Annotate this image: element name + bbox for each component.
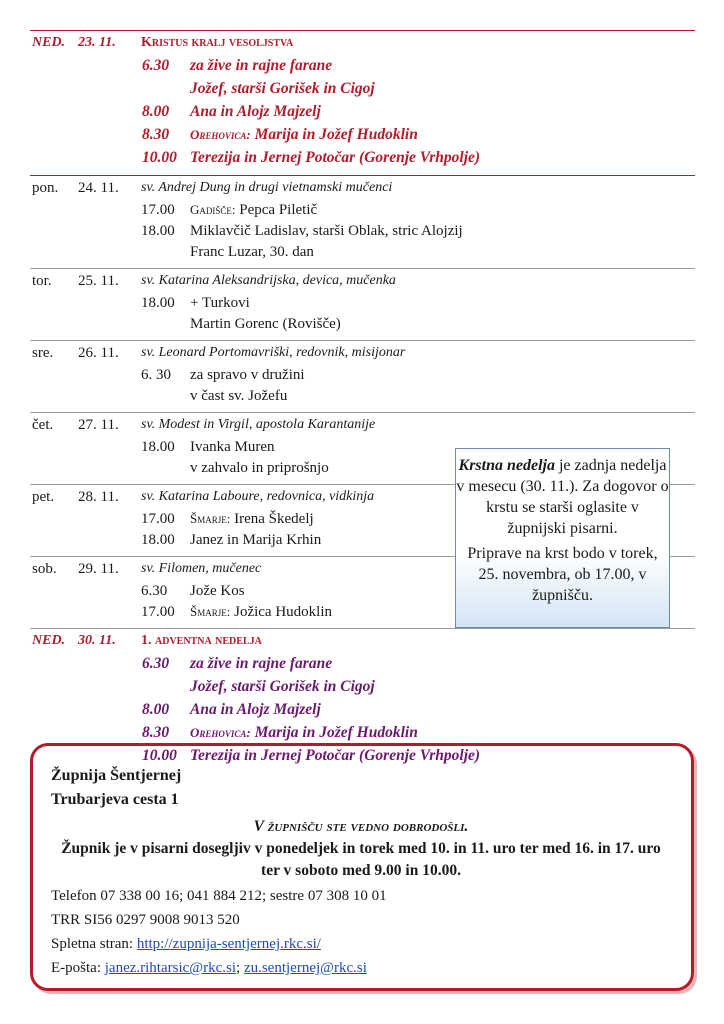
intention-text: za žive in rajne farane bbox=[190, 57, 333, 74]
mass-row bbox=[30, 678, 695, 701]
mass-row bbox=[30, 244, 695, 265]
mass-time: 17.00 bbox=[141, 604, 175, 620]
mass-row bbox=[30, 316, 695, 337]
day-header bbox=[30, 35, 695, 57]
mass-time: 18.00 bbox=[141, 439, 175, 455]
day-saint: sv. Filomen, mučenec bbox=[141, 561, 262, 576]
day-saint: sv. Andrej Dung in drugi vietnamski mučenci bbox=[141, 180, 393, 195]
parish-address: Trubarjeva cesta 1 bbox=[51, 791, 179, 808]
email-separator: ; bbox=[236, 960, 244, 976]
mass-intention bbox=[190, 316, 341, 333]
schedule-day bbox=[30, 176, 695, 269]
website-label: Spletna stran: bbox=[51, 936, 137, 952]
intention-text: Jože Kos bbox=[190, 583, 245, 599]
day-date: 27. 11. bbox=[78, 417, 119, 433]
intention-text: za žive in rajne farane bbox=[190, 655, 333, 672]
mass-time: 17.00 bbox=[141, 202, 175, 218]
mass-intention bbox=[190, 678, 375, 696]
day-date: 29. 11. bbox=[78, 561, 119, 577]
day-of-week: sob. bbox=[32, 561, 57, 577]
day-date: 26. 11. bbox=[78, 345, 119, 361]
mass-time: 8.30 bbox=[142, 126, 170, 143]
intention-text: v zahvalo in priprošnjo bbox=[190, 460, 329, 476]
mass-intention bbox=[190, 655, 332, 673]
mass-time: 17.00 bbox=[141, 511, 175, 527]
email-line bbox=[51, 956, 671, 980]
day-saint: Kristus kralj vesoljstva bbox=[141, 35, 294, 50]
mass-intention bbox=[190, 388, 287, 405]
mass-time: 18.00 bbox=[141, 295, 175, 311]
intention-text: Jožef, starši Gorišek in Cigoj bbox=[190, 678, 375, 695]
day-of-week: NED. bbox=[32, 35, 66, 50]
mass-time: 6.30 bbox=[142, 655, 170, 672]
mass-time: 8.00 bbox=[142, 103, 170, 120]
day-of-week: pon. bbox=[32, 180, 59, 196]
mass-row bbox=[30, 80, 695, 103]
mass-intention bbox=[190, 202, 317, 219]
baptism-heading: Krstna nedelja bbox=[458, 457, 555, 474]
baptism-text bbox=[456, 455, 669, 539]
email-link-1[interactable]: janez.rihtarsic@rkc.si bbox=[104, 960, 237, 976]
mass-time: 10.00 bbox=[142, 747, 177, 764]
mass-place: Orehovica: bbox=[190, 725, 251, 740]
mass-row bbox=[30, 295, 695, 316]
intention-text: Jožica Hudoklin bbox=[234, 604, 333, 620]
mass-row bbox=[30, 223, 695, 244]
intention-text: Jožef, starši Gorišek in Cigoj bbox=[190, 80, 375, 97]
day-of-week: pet. bbox=[32, 489, 55, 505]
day-header bbox=[30, 633, 695, 655]
day-saint: sv. Katarina Aleksandrijska, devica, mučenka bbox=[141, 273, 396, 288]
mass-intention bbox=[190, 367, 305, 384]
email-link-2[interactable]: zu.sentjernej@rkc.si bbox=[243, 960, 367, 976]
mass-intention bbox=[190, 244, 314, 261]
day-header bbox=[30, 345, 695, 367]
mass-row bbox=[30, 367, 695, 388]
day-of-week: tor. bbox=[32, 273, 52, 289]
mass-time: 10.00 bbox=[142, 149, 177, 166]
intention-text: Marija in Jožef Hudoklin bbox=[254, 724, 418, 741]
mass-intention bbox=[190, 604, 332, 621]
intention-text: Miklavčič Ladislav, starši Oblak, stric Alojzij bbox=[190, 223, 463, 239]
intention-text: Marija in Jožef Hudoklin bbox=[254, 126, 418, 143]
day-date: 30. 11. bbox=[78, 633, 116, 648]
day-saint: sv. Modest in Virgil, apostola Karantanije bbox=[141, 417, 376, 432]
day-date: 23. 11. bbox=[78, 35, 116, 50]
day-header bbox=[30, 273, 695, 295]
day-of-week: čet. bbox=[32, 417, 54, 433]
mass-intention bbox=[190, 439, 275, 456]
intention-text: + Turkovi bbox=[190, 295, 250, 311]
mass-intention bbox=[190, 583, 245, 600]
mass-row bbox=[30, 701, 695, 724]
mass-place: Šmarje: bbox=[190, 604, 231, 619]
parish-name: Župnija Šentjernej bbox=[51, 767, 182, 784]
mass-row bbox=[30, 388, 695, 409]
welcome-text: V župnišču ste vedno dobrodošli. bbox=[253, 818, 469, 835]
website-link[interactable]: http://zupnija-sentjernej.rkc.si/ bbox=[136, 936, 321, 952]
intention-text: Franc Luzar, 30. dan bbox=[190, 244, 314, 260]
mass-intention bbox=[190, 460, 329, 477]
mass-place: Orehovica: bbox=[190, 127, 251, 142]
intention-text: za spravo v družini bbox=[190, 367, 305, 383]
mass-row bbox=[30, 57, 695, 80]
mass-row bbox=[30, 149, 695, 172]
email-label: E-pošta: bbox=[51, 960, 105, 976]
intention-text: Irena Škedelj bbox=[234, 511, 314, 527]
mass-intention bbox=[190, 126, 418, 144]
mass-time: 18.00 bbox=[141, 223, 175, 239]
day-date: 28. 11. bbox=[78, 489, 119, 505]
mass-intention bbox=[190, 724, 418, 742]
intention-text: Martin Gorenc (Rovišče) bbox=[190, 316, 341, 332]
mass-time: 18.00 bbox=[141, 532, 175, 548]
mass-place: Gadišče: bbox=[190, 202, 236, 217]
mass-time: 6.30 bbox=[141, 583, 168, 599]
baptism-preparation: Priprave na krst bodo v torek, 25. novembra, ob 17.00, v župnišču. bbox=[467, 545, 658, 604]
baptism-text-rest: je zadnja nedelja v mesecu (30. 11.). Za dogovor o krstu se starši oglasite v župnijski pisarni. bbox=[456, 457, 669, 537]
mass-intention bbox=[190, 511, 314, 528]
mass-intention bbox=[190, 103, 321, 121]
mass-intention bbox=[190, 57, 332, 75]
mass-row bbox=[30, 202, 695, 223]
day-header bbox=[30, 180, 695, 202]
day-of-week: sre. bbox=[32, 345, 54, 361]
intention-text: v čast sv. Jožefu bbox=[190, 388, 288, 404]
day-date: 25. 11. bbox=[78, 273, 119, 289]
mass-intention bbox=[190, 149, 480, 167]
day-saint: 1. adventna nedelja bbox=[141, 633, 262, 648]
mass-place: Šmarje: bbox=[190, 511, 231, 526]
website-line bbox=[51, 932, 671, 956]
intention-text: Terezija in Jernej Potočar (Gorenje Vrhpolje) bbox=[190, 747, 481, 764]
mass-schedule bbox=[30, 30, 695, 773]
schedule-day bbox=[30, 341, 695, 413]
phone-line: Telefon 07 338 00 16; 041 884 212; sestre 07 308 10 01 bbox=[51, 888, 387, 904]
mass-row bbox=[30, 126, 695, 149]
mass-time: 8.30 bbox=[142, 724, 170, 741]
intention-text: Ivanka Muren bbox=[190, 439, 275, 455]
parish-contact-box bbox=[30, 743, 694, 991]
intention-text: Ana in Alojz Majzelj bbox=[190, 103, 321, 120]
mass-intention bbox=[190, 295, 250, 312]
mass-intention bbox=[190, 532, 321, 549]
schedule-day bbox=[30, 31, 695, 176]
baptism-info-box bbox=[455, 448, 670, 628]
mass-time: 6.30 bbox=[142, 57, 170, 74]
intention-text: Pepca Piletič bbox=[239, 202, 318, 218]
schedule-day bbox=[30, 269, 695, 341]
mass-time: 8.00 bbox=[142, 701, 170, 718]
mass-time: 6. 30 bbox=[141, 367, 171, 383]
day-date: 24. 11. bbox=[78, 180, 119, 196]
mass-row bbox=[30, 655, 695, 678]
intention-text: Ana in Alojz Majzelj bbox=[190, 701, 321, 718]
office-hours: Župnik je v pisarni dosegljiv v ponedeljek in torek med 10. in 11. uro ter med 16. in 17. uro ter v soboto med 9.00 in 10.00. bbox=[61, 840, 661, 879]
day-saint: sv. Leonard Portomavriški, redovnik, misijonar bbox=[141, 345, 406, 360]
mass-intention bbox=[190, 701, 321, 719]
mass-row bbox=[30, 103, 695, 126]
day-of-week: NED. bbox=[32, 633, 66, 648]
intention-text: Janez in Marija Krhin bbox=[190, 532, 322, 548]
day-saint: sv. Katarina Laboure, redovnica, vidkinja bbox=[141, 489, 375, 504]
mass-intention bbox=[190, 223, 463, 240]
mass-intention bbox=[190, 80, 375, 98]
day-header bbox=[30, 417, 695, 439]
intention-text: Terezija in Jernej Potočar (Gorenje Vrhpolje) bbox=[190, 149, 481, 166]
bank-account: TRR SI56 0297 9008 9013 520 bbox=[51, 912, 240, 928]
schedule-days bbox=[30, 31, 695, 773]
